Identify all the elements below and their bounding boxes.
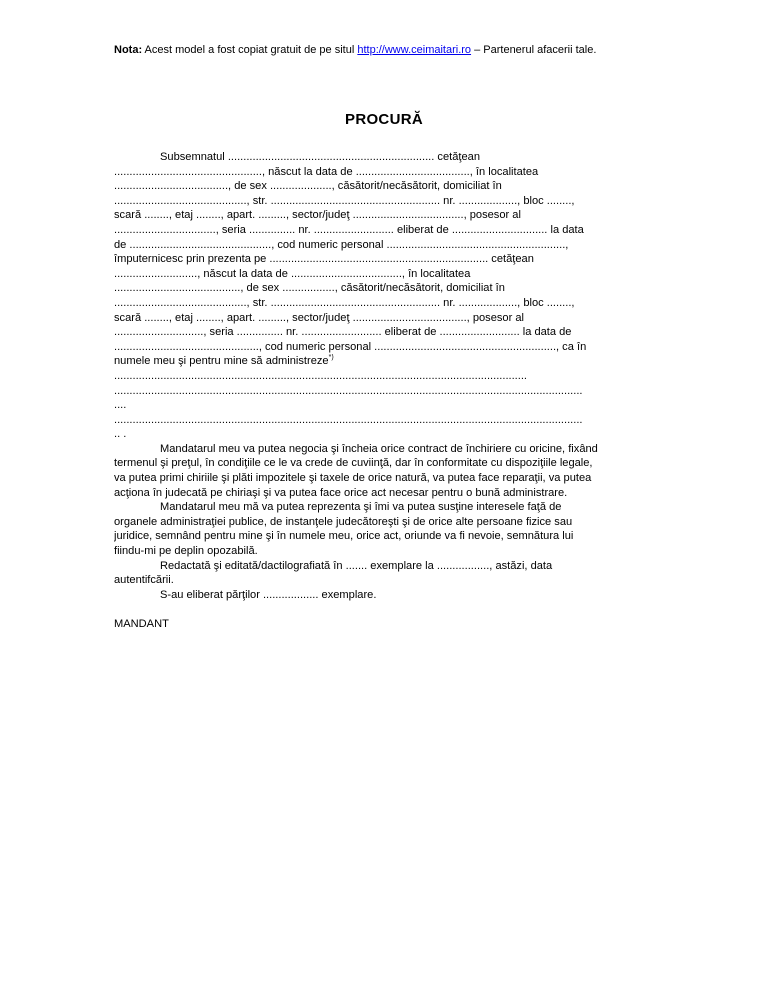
document-line [114, 471, 656, 486]
line-text: ................................., seria ............... nr. .......................... eliberat de ............................... la data [114, 223, 584, 236]
line-text: S-au eliberat părţilor .................. exemplare. [160, 588, 377, 601]
line-text: ..............................................., cod numeric personal ..........................................................., ca în [114, 340, 587, 353]
document-line [114, 559, 656, 574]
line-text: ........................................................................................................................................................ [114, 413, 583, 426]
line-text: scară ........, etaj ........, apart. ........., sector/judeţ ...................................., posesor al [114, 209, 521, 222]
document-line [114, 311, 656, 326]
line-text: împuternicesc prin prezenta pe ....................................................................... cetăţean [114, 253, 534, 266]
document-line [114, 500, 656, 515]
footnote-marker: *) [328, 354, 334, 362]
document-line [114, 179, 656, 194]
line-text: ..........................................., str. ....................................................... nr. ..................., bloc ........, [114, 194, 575, 207]
document-line [114, 515, 656, 530]
line-text: juridice, semnând pentru mine şi în numele meu, orice act, oriunde va fi nevoie, semnătura lui [114, 530, 574, 543]
line-text: numele meu şi pentru mine să administreze [114, 355, 329, 368]
line-text: ....................................., de sex ...................., căsătorit/necăsătorit, domiciliat în [114, 180, 502, 193]
line-text: ................................................, născut la data de ....................................., în localitatea [114, 165, 539, 178]
note-text-before: Acest model a fost copiat gratuit de pe situl [142, 44, 358, 56]
document-line [114, 150, 656, 165]
line-text: Redactată şi editată/dactilografiată în ....... exemplare la ................., astăzi, data [160, 559, 553, 572]
document-line [114, 413, 656, 428]
document-line [114, 486, 656, 501]
line-text: ..........................., născut la data de ...................................., în localitatea [114, 267, 471, 280]
document-line [114, 296, 656, 311]
line-text: ...................................................................................................................................... [114, 369, 528, 382]
line-text: .... [114, 399, 127, 412]
document-line [114, 238, 656, 253]
line-text: fiindu-mi pe deplin opozabilă. [114, 545, 258, 558]
document-body [114, 150, 656, 632]
line-text: MANDANT [114, 618, 169, 630]
document-line [114, 340, 656, 355]
document-line [114, 208, 656, 223]
source-link[interactable]: http://www.ceimaitari.ro [357, 44, 472, 56]
line-text: autentifcării. [114, 574, 174, 587]
line-text: de .............................................., cod numeric personal .........................................................., [114, 238, 569, 251]
line-text: organele administraţiei publice, de instanţele judecătoreşti şi de orice alte persoane fizice sau [114, 515, 573, 528]
document-line [114, 325, 656, 340]
line-text: ........................................., de sex ................., căsătorit/necăsătorit, domiciliat în [114, 282, 505, 295]
document-line [114, 194, 656, 209]
note-text-after: – Partenerul afacerii tale. [471, 44, 597, 56]
document-line [114, 165, 656, 180]
document-line [114, 354, 656, 369]
line-text: .. . [114, 428, 127, 441]
line-text: ..........................................., str. ....................................................... nr. ..................., bloc ........, [114, 296, 575, 309]
signature-label [114, 617, 656, 632]
document-line [114, 281, 656, 296]
document-line [114, 223, 656, 238]
document-line [114, 442, 656, 457]
document-line [114, 384, 656, 399]
document-line [114, 456, 656, 471]
document-title: PROCURĂ [345, 111, 423, 128]
line-text: Subsemnatul ................................................................... cetăţean [160, 151, 480, 163]
source-note [114, 43, 674, 57]
line-text: Mandatarul meu va putea negocia şi încheia orice contract de închiriere cu oricine, fixând [160, 442, 598, 455]
note-label: Nota: [114, 44, 143, 56]
line-text: Mandatarul meu mă va putea reprezenta şi îmi va putea susţine interesele faţă de [160, 501, 562, 514]
document-line [114, 252, 656, 267]
document-line [114, 267, 656, 282]
line-text: va putea primi chiriile şi plăti impozitele şi taxele de orice natură, va putea face reparaţii, va putea [114, 472, 592, 485]
line-text: scară ........, etaj ........, apart. ........., sector/judeţ ....................................., posesor al [114, 311, 524, 324]
blank-line [114, 602, 656, 617]
document-line [114, 588, 656, 603]
document-line [114, 369, 656, 384]
line-text: ............................., seria ............... nr. .......................... eliberat de .......................... la data de [114, 326, 572, 339]
document-line [114, 427, 656, 442]
line-text: termenul şi preţul, în condiţiile ce le va crede de cuviinţă, dar în conformitate cu dispoziţiile legale, [114, 457, 593, 470]
document-line [114, 544, 656, 559]
document-line [114, 398, 656, 413]
line-text: acţiona în judecată pe chiriaşi şi va putea face orice act necesar pentru o bună administrare. [114, 486, 568, 499]
line-text: ........................................................................................................................................................ [114, 384, 583, 397]
document-line [114, 529, 656, 544]
document-line [114, 573, 656, 588]
